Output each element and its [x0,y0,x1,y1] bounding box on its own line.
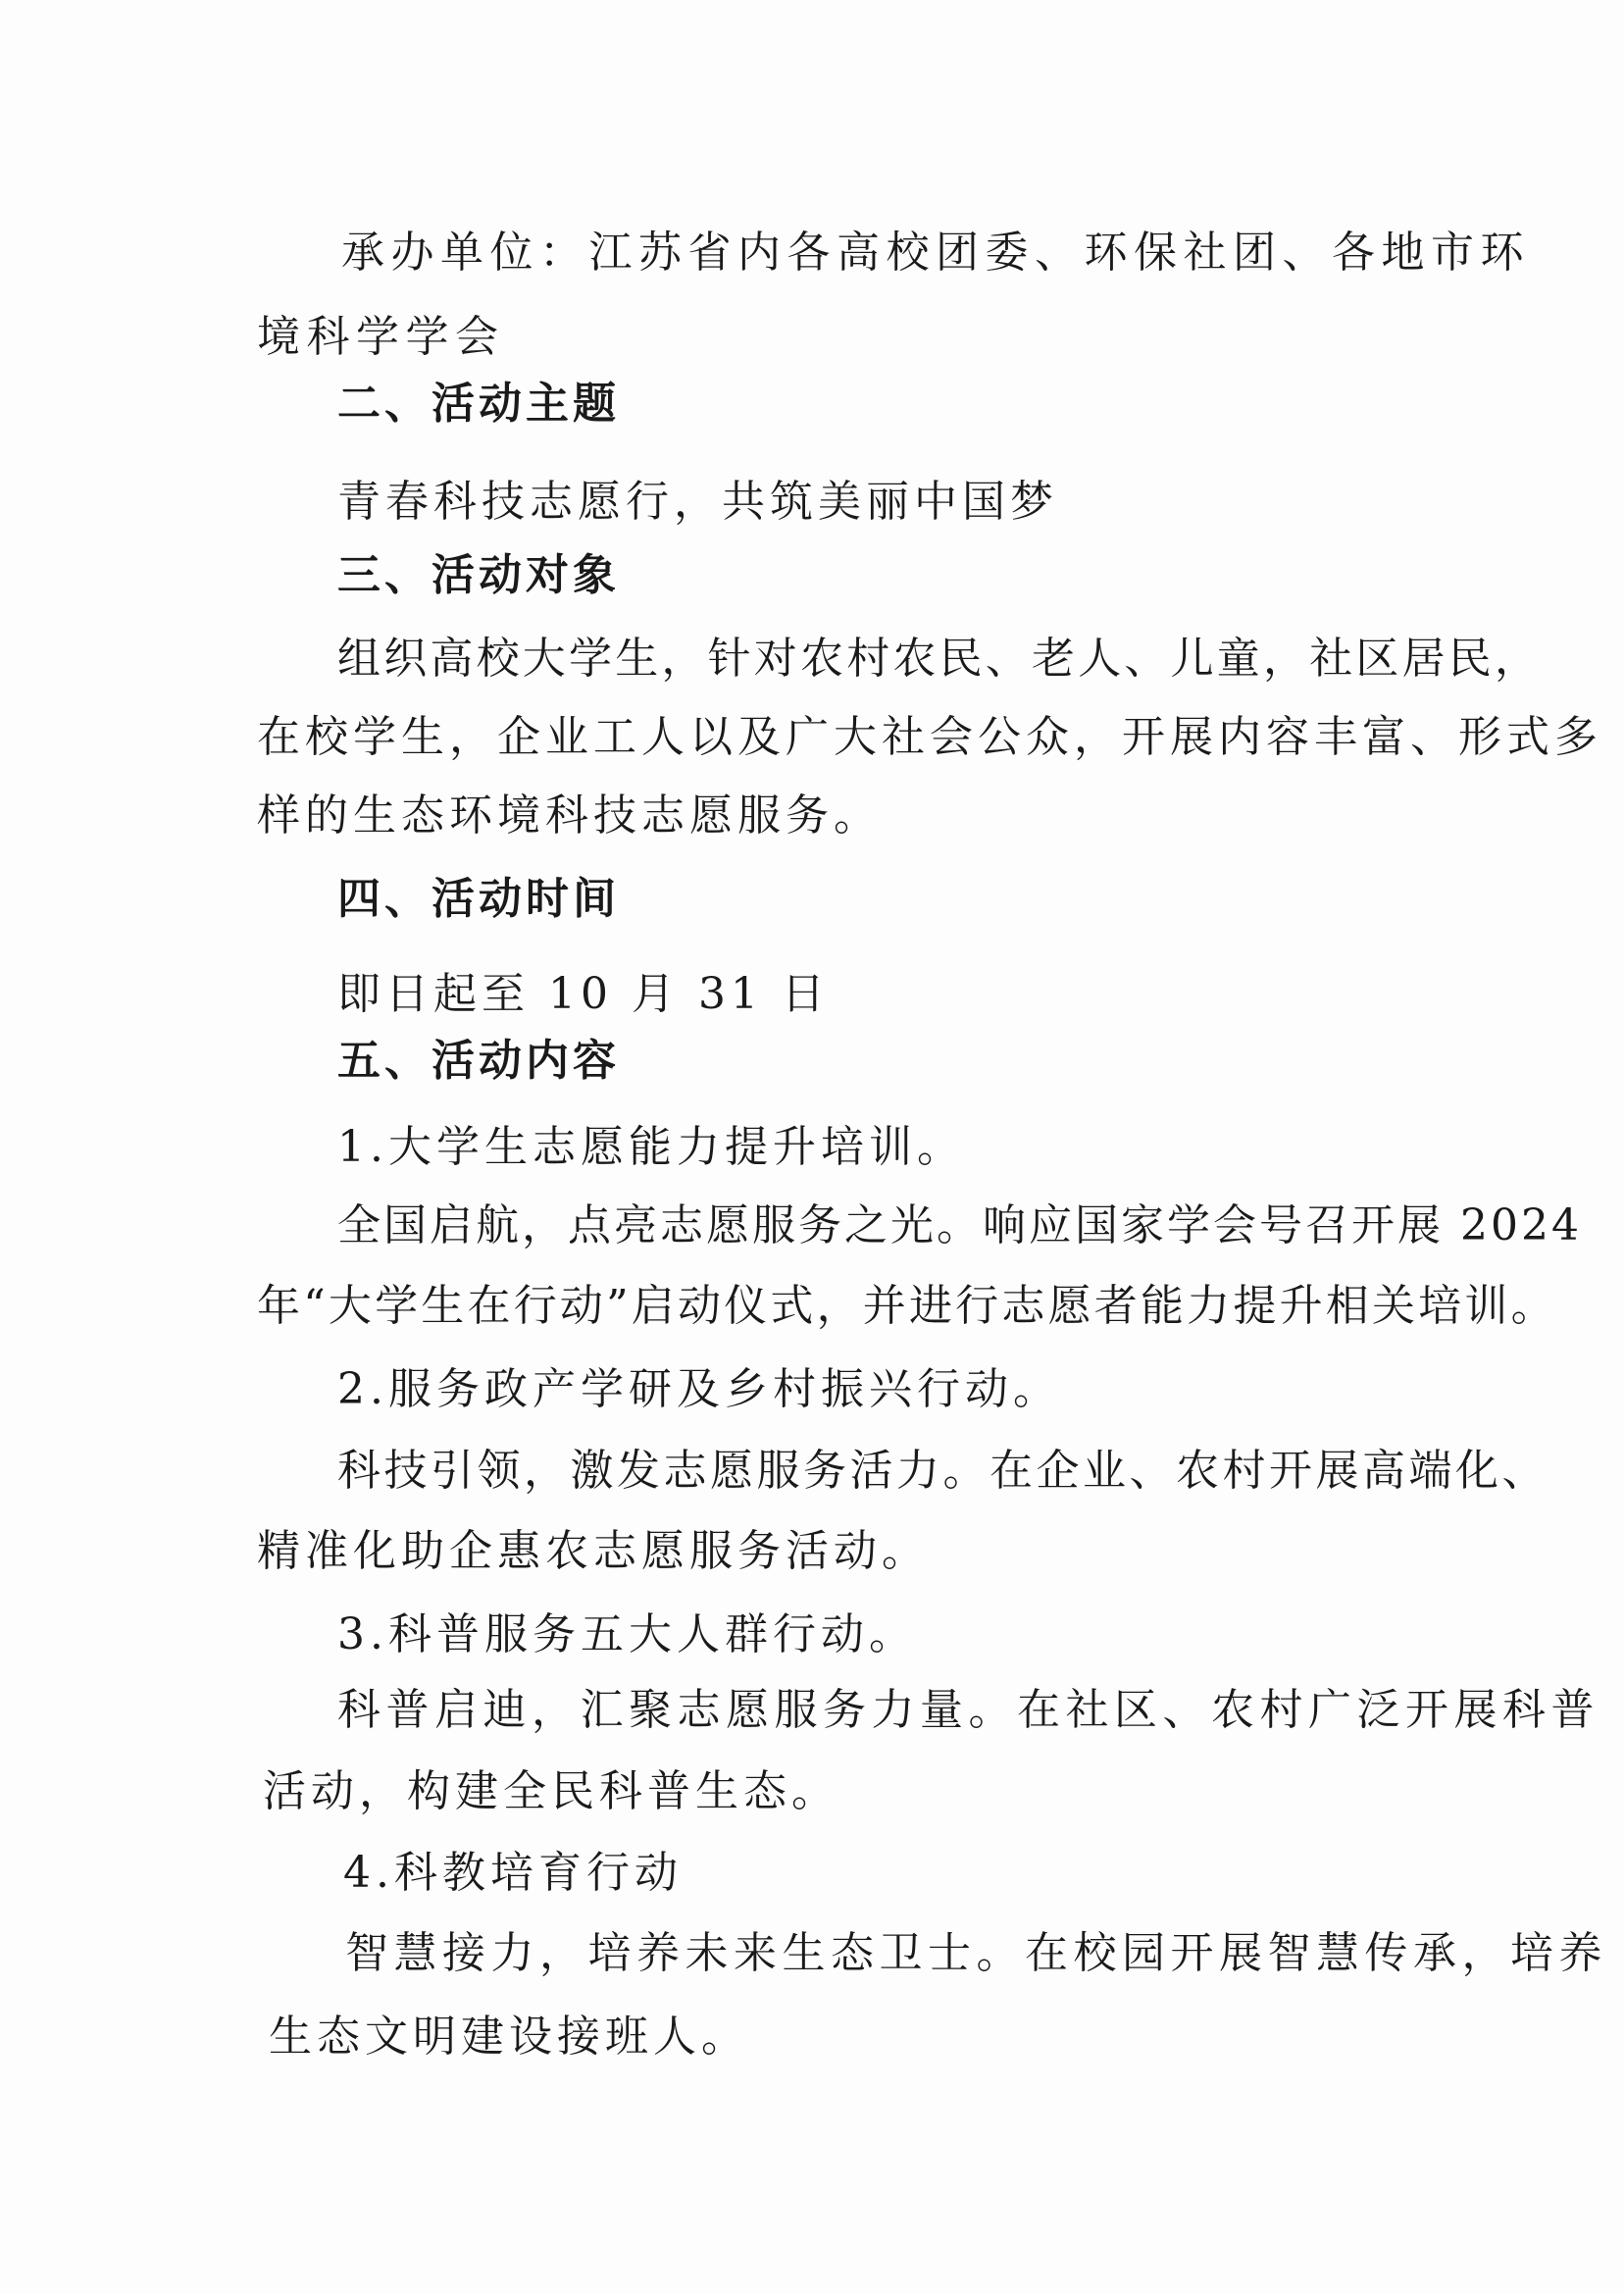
organizer-line-1: 承办单位：江苏省内各高校团委、环保社团、各地市环 [341,228,1530,278]
organizer-line-2: 境科学学会 [257,312,505,362]
target-line-2: 在校学生，企业工人以及广大社会公众，开展内容丰富、形式多 [257,712,1602,762]
item-1-line-2: 年“大学生在行动”启动仪式，并进行志愿者能力提升相关培训。 [257,1281,1557,1331]
item-3-line-1: 科普启迪，汇聚志愿服务力量。在社区、农村广泛开展科普 [337,1685,1599,1735]
item-1-title: 1.大学生志愿能力提升培训。 [337,1122,965,1172]
target-line-3: 样的生态环境科技志愿服务。 [257,790,882,841]
section-heading-theme: 二、活动主题 [337,379,620,429]
item-2-line-2: 精准化助企惠农志愿服务活动。 [257,1526,930,1576]
item-3-line-2: 活动，构建全民科普生态。 [263,1766,839,1816]
theme-text: 青春科技志愿行，共筑美丽中国梦 [337,477,1058,527]
item-4-line-1: 智慧接力，培养未来生态卫士。在校园开展智慧传承，培养 [345,1928,1607,1978]
time-text: 即日起至 10 月 31 日 [337,969,830,1019]
item-3-title: 3.科普服务五大人群行动。 [337,1609,917,1659]
target-line-1: 组织高校大学生，针对农村农民、老人、儿童，社区居民， [337,634,1542,684]
section-heading-content: 五、活动内容 [337,1036,620,1086]
section-heading-time: 四、活动时间 [337,874,620,924]
item-2-line-1: 科技引领，激发志愿服务活力。在企业、农村开展高端化、 [337,1446,1548,1496]
item-1-line-1: 全国启航，点亮志愿服务之光。响应国家学会号召开展 2024 [337,1200,1582,1250]
item-2-title: 2.服务政产学研及乡村振兴行动。 [337,1364,1061,1414]
section-heading-target: 三、活动对象 [337,550,620,600]
item-4-title: 4.科教培育行动 [343,1848,683,1898]
item-4-line-2: 生态文明建设接班人。 [269,2012,749,2062]
